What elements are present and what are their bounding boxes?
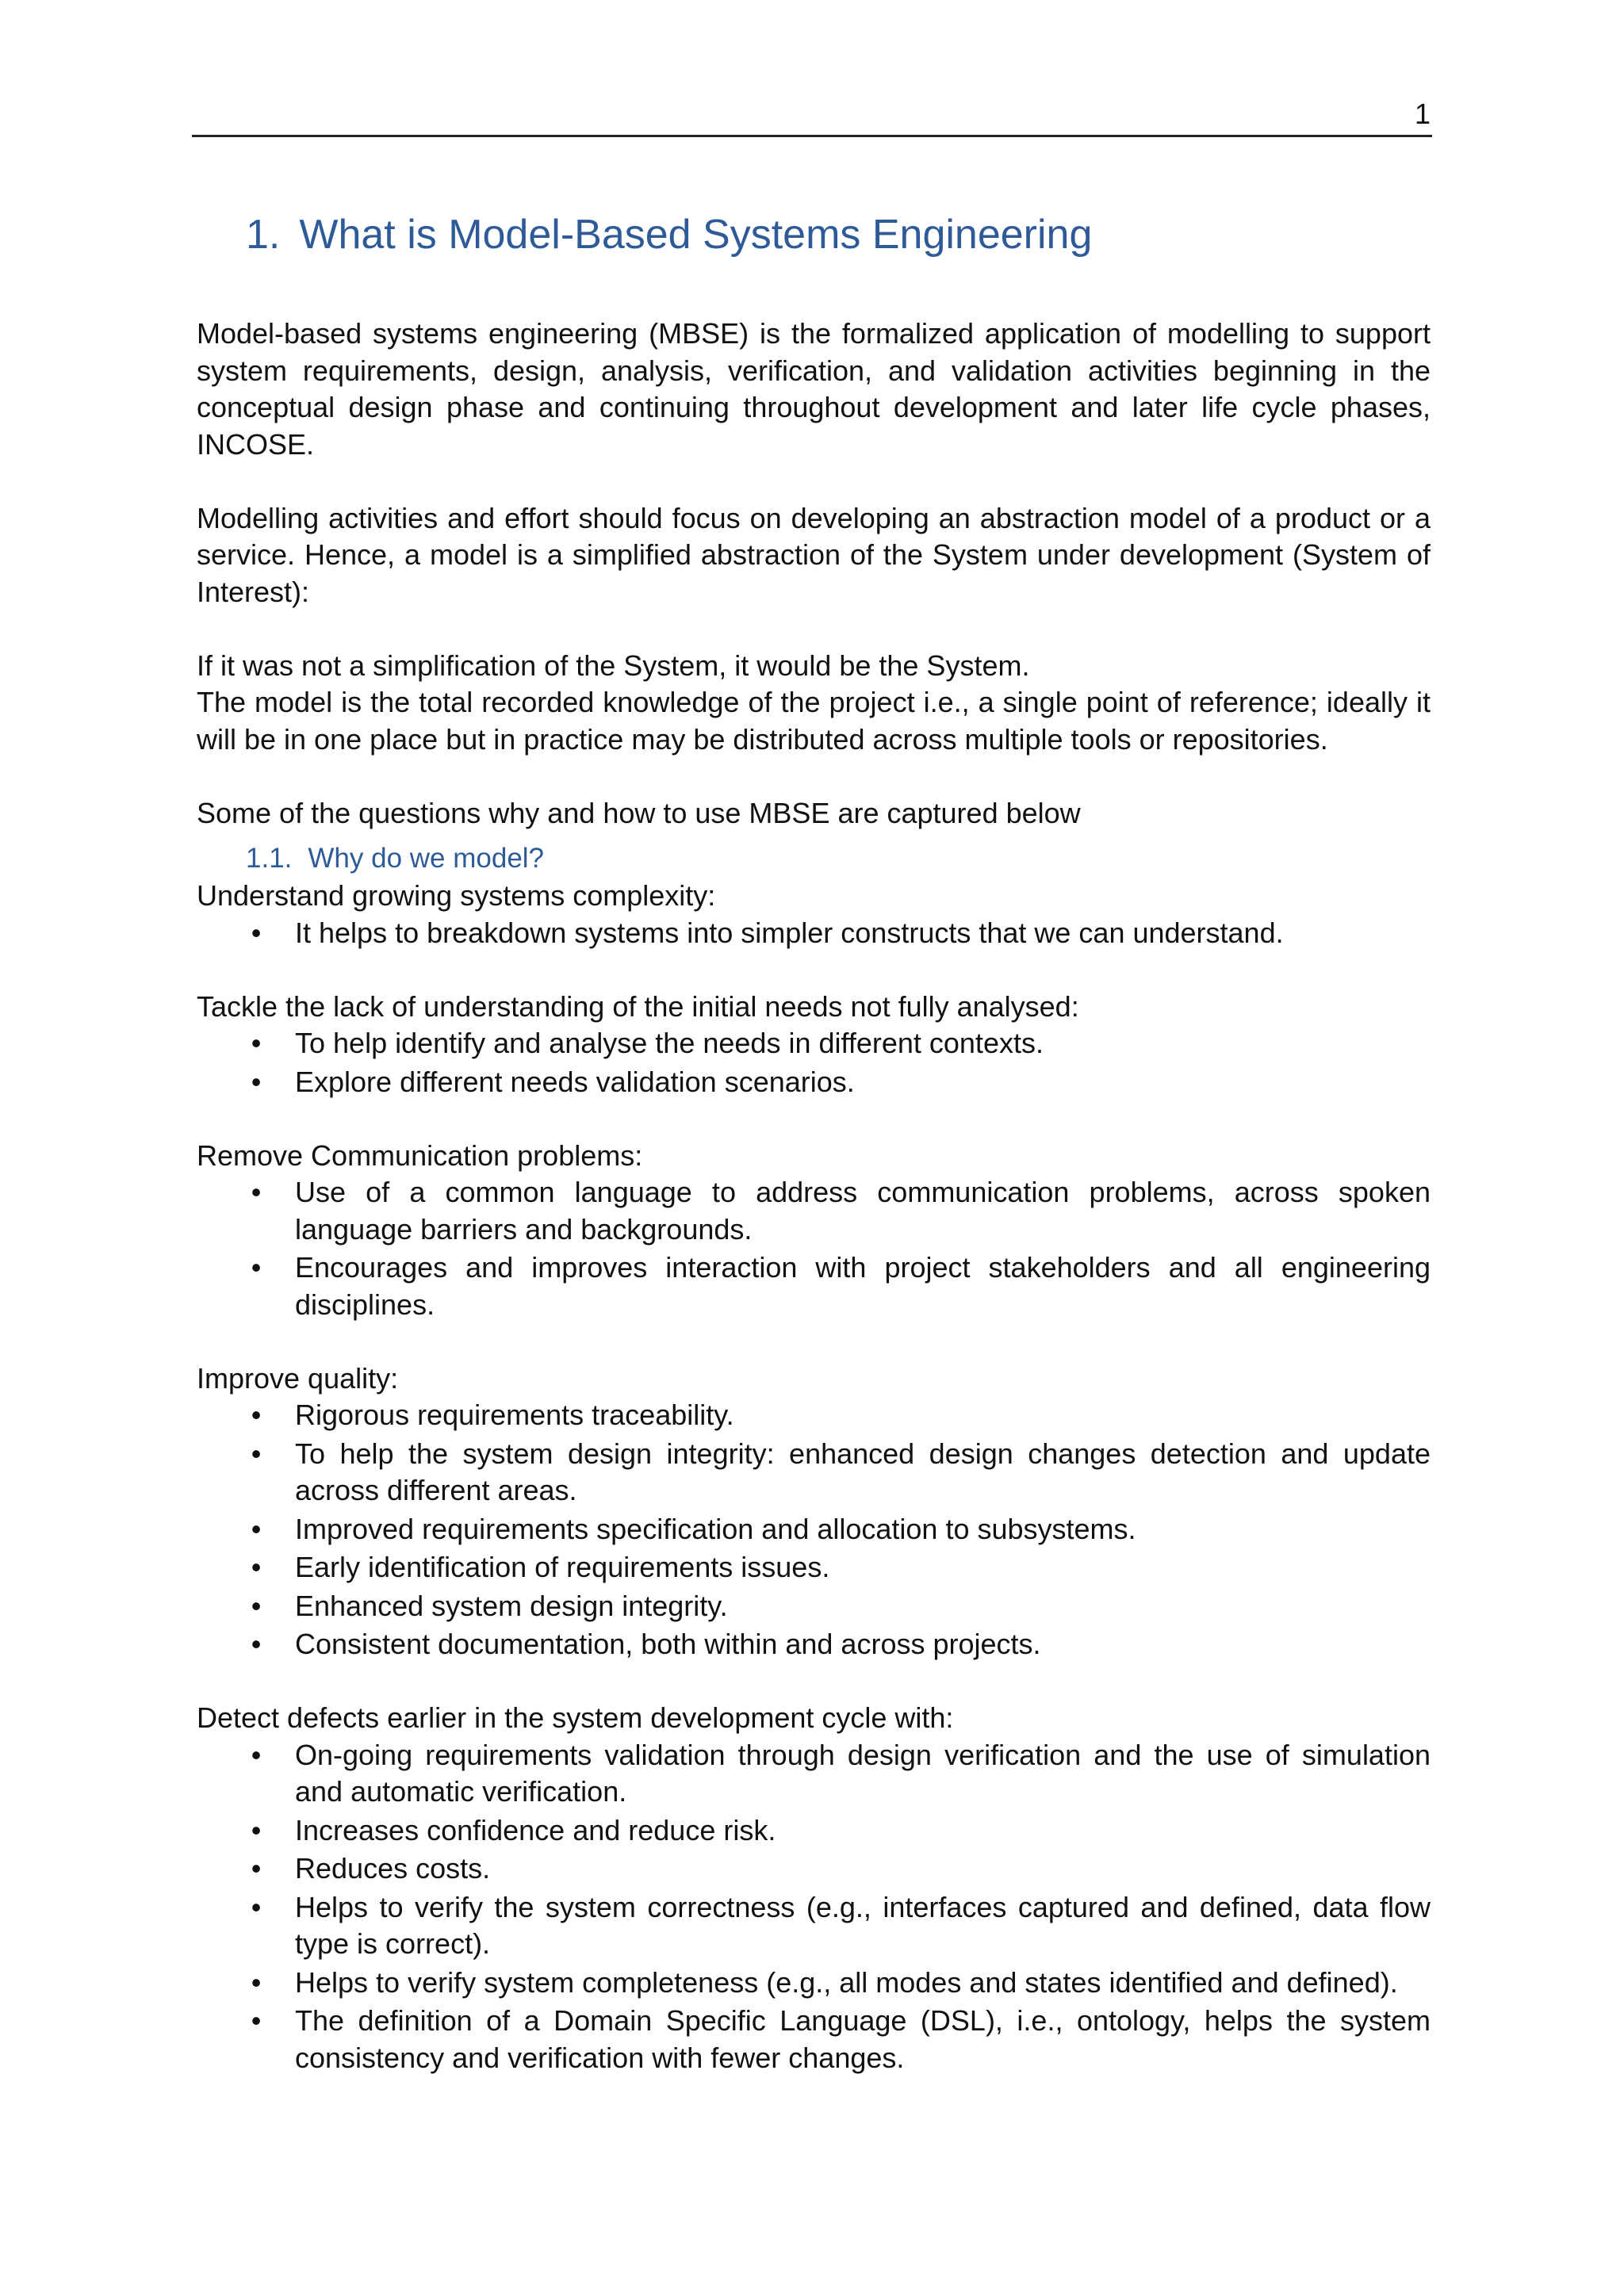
list-item-text: Rigorous requirements traceability.: [295, 1399, 734, 1431]
group-communication: [197, 1138, 1431, 1324]
group-complexity: [197, 878, 1431, 951]
bullet-list: [197, 1737, 1431, 2077]
list-item-text: Increases confidence and reduce risk.: [295, 1813, 776, 1846]
list-item-text: To help identify and analyse the needs in different contexts.: [295, 1027, 1044, 1059]
list-item: [197, 1174, 1431, 1248]
subsection-heading: [246, 841, 1431, 876]
bullet-list: [197, 1397, 1431, 1663]
bullet-icon: •: [251, 1551, 262, 1583]
list-item: [197, 1812, 1431, 1850]
bullet-list: [197, 1174, 1431, 1323]
bullet-icon: •: [251, 1589, 262, 1622]
bullet-icon: •: [251, 1965, 262, 1999]
bullet-icon: •: [251, 1251, 262, 1284]
group-defects: [197, 1700, 1431, 2076]
paragraph-questions-intro: Some of the questions why and how to use MBSE are captured below: [197, 796, 1081, 829]
list-item-text: Explore different needs validation scenarios.: [295, 1065, 855, 1098]
list-item: [197, 1436, 1431, 1510]
list-item-text: On-going requirements validation through design verification and the use of simulation and automatic verification.: [295, 1738, 1431, 1808]
list-item: [197, 1511, 1431, 1548]
list-item: [197, 1889, 1431, 1963]
list-item: [197, 1025, 1431, 1062]
section-heading: [246, 208, 1431, 262]
bullet-icon: •: [251, 1813, 262, 1846]
bullet-icon: •: [251, 1890, 262, 1923]
page-content: [197, 208, 1431, 2078]
subsection-title: Why do we model?: [308, 843, 545, 874]
bullet-icon: •: [251, 1628, 262, 1660]
bullet-list: [197, 1025, 1431, 1100]
list-item-text: Encourages and improves interaction with project stakeholders and all engineering disciplines.: [295, 1251, 1431, 1321]
group-heading: Detect defects earlier in the system development cycle with:: [197, 1701, 954, 1734]
bullet-icon: •: [251, 1738, 262, 1771]
group-heading: Remove Communication problems:: [197, 1138, 643, 1172]
list-item: [197, 1626, 1431, 1663]
list-item-text: Consistent documentation, both within and across projects.: [295, 1628, 1041, 1660]
paragraph-simplification: If it was not a simplification of the System, it would be the System.: [197, 649, 1030, 682]
header-rule: [192, 135, 1432, 137]
list-item: [197, 1064, 1431, 1101]
bullet-list: [197, 915, 1431, 952]
list-item: [197, 1249, 1431, 1323]
bullet-icon: •: [251, 916, 262, 949]
list-item-text: It helps to breakdown systems into simpler constructs that we can understand.: [295, 916, 1284, 949]
list-item-text: Helps to verify system completeness (e.g., all modes and states identified and defined).: [295, 1965, 1398, 1999]
group-heading: Understand growing systems complexity:: [197, 879, 716, 912]
group-needs: [197, 989, 1431, 1101]
list-item: [197, 1850, 1431, 1888]
list-item-text: Enhanced system design integrity.: [295, 1589, 728, 1622]
list-item-text: To help the system design integrity: enhanced design changes detection and update across different areas.: [295, 1437, 1431, 1506]
bullet-icon: •: [251, 1065, 262, 1098]
bullet-icon: •: [251, 1027, 262, 1059]
bullet-icon: •: [251, 1852, 262, 1885]
page-number: 1: [1414, 98, 1431, 130]
list-item-text: Use of a common language to address communication problems, across spoken language barriers and backgrounds.: [295, 1176, 1431, 1246]
list-item: [197, 1549, 1431, 1586]
group-heading: Improve quality:: [197, 1361, 399, 1395]
list-item-text: Early identification of requirements issues.: [295, 1551, 830, 1583]
list-item-text: Helps to verify the system correctness (e.g., interfaces captured and defined, data flow type is correct).: [295, 1890, 1431, 1960]
list-item: [197, 2003, 1431, 2076]
list-item-text: Reduces costs.: [295, 1852, 491, 1885]
list-item: [197, 915, 1431, 952]
section-title: What is Model-Based Systems Engineering: [299, 212, 1093, 258]
list-item-text: Improved requirements specification and allocation to subsystems.: [295, 1512, 1136, 1545]
bullet-icon: •: [251, 1176, 262, 1208]
group-quality: [197, 1360, 1431, 1663]
subsection-number: 1.1.: [246, 843, 293, 874]
paragraph-mbse-definition: Model-based systems engineering (MBSE) is the formalized application of modelling to support system requirements, design, analysis, verification, and validation activities beginning in the conceptual design phase and continuing throughout development and later life cycle phases, INCOSE.: [197, 317, 1431, 461]
bullet-icon: •: [251, 2004, 262, 2037]
paragraph-modelling-activities: Modelling activities and effort should focus on developing an abstraction model of a product or a service. Hence, a model is a simplified abstraction of the System under development (System of Interest):: [197, 501, 1431, 608]
list-item-text: The definition of a Domain Specific Language (DSL), i.e., ontology, helps the system consistency and verification with fewer changes.: [295, 2004, 1431, 2074]
list-item: [197, 1965, 1431, 2002]
bullet-icon: •: [251, 1399, 262, 1431]
section-number: 1.: [246, 212, 281, 258]
bullet-icon: •: [251, 1437, 262, 1470]
paragraph-recorded-knowledge: The model is the total recorded knowledge of the project i.e., a single point of reference; ideally it will be in one place but in practice may be distributed across multiple tools or repositories.: [197, 686, 1431, 756]
group-heading: Tackle the lack of understanding of the initial needs not fully analysed:: [197, 989, 1079, 1023]
list-item: [197, 1397, 1431, 1434]
bullet-icon: •: [251, 1512, 262, 1545]
list-item: [197, 1588, 1431, 1625]
list-item: [197, 1737, 1431, 1811]
